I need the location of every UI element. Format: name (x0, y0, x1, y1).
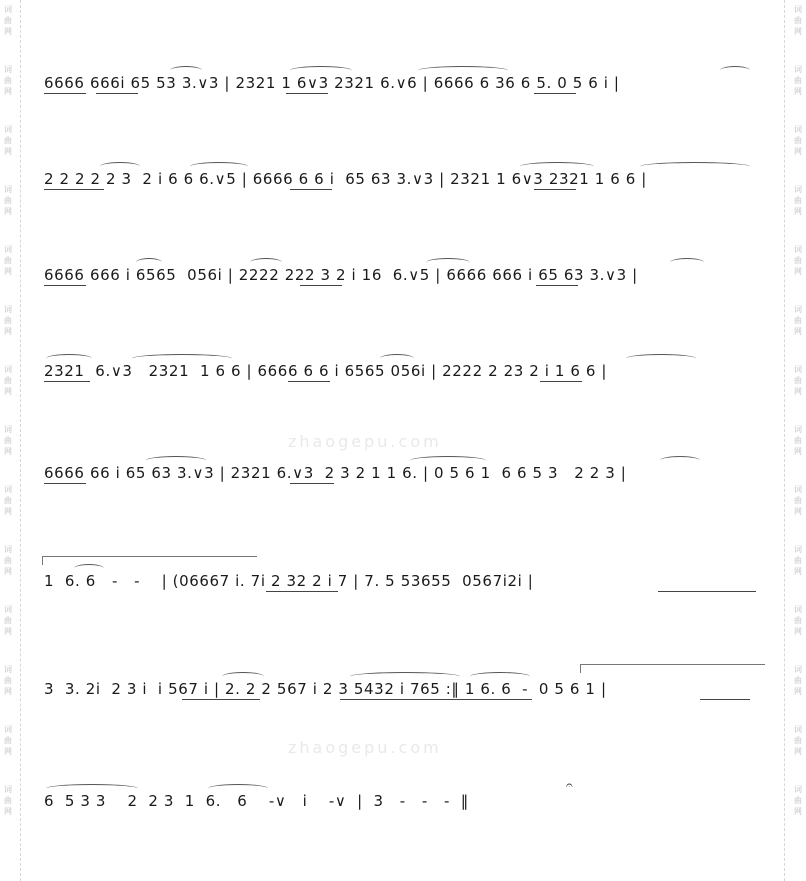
beam (288, 381, 330, 382)
volta-bracket (42, 556, 257, 565)
watermark-char: 曲 (794, 556, 802, 565)
score-row (40, 776, 768, 816)
volta-bracket (580, 664, 765, 673)
watermark-char: 词 (4, 725, 12, 734)
watermark-char: 词 (4, 185, 12, 194)
beam (290, 483, 334, 484)
watermark-char: 词 (4, 125, 12, 134)
watermark-char: 词 (794, 305, 802, 314)
watermark-char: 曲 (794, 796, 802, 805)
slur (74, 564, 104, 573)
beam (44, 381, 90, 382)
beam (44, 189, 104, 190)
slur (190, 162, 248, 171)
watermark-char: 词 (794, 245, 802, 254)
watermark-char: 词 (794, 785, 802, 794)
watermark-char: 网 (794, 747, 802, 756)
watermark-char: 网 (4, 87, 12, 96)
slur (46, 354, 92, 363)
watermark-char: 网 (794, 447, 802, 456)
watermark-char: 曲 (4, 616, 12, 625)
watermark-char: 网 (4, 327, 12, 336)
watermark-char: 曲 (794, 436, 802, 445)
beam (44, 93, 86, 94)
slur (222, 672, 264, 681)
watermark-char: 曲 (794, 676, 802, 685)
site-watermark: zhaogepu.com (288, 738, 442, 757)
watermark-char: 网 (794, 507, 802, 516)
watermark-char: 网 (4, 807, 12, 816)
watermark-char: 曲 (794, 736, 802, 745)
watermark-char: 词 (794, 725, 802, 734)
watermark-char: 曲 (794, 76, 802, 85)
watermark-char: 曲 (4, 136, 12, 145)
watermark-char: 词 (794, 545, 802, 554)
watermark-char: 曲 (4, 676, 12, 685)
watermark-char: 曲 (4, 76, 12, 85)
watermark-char: 词 (794, 485, 802, 494)
slur (208, 784, 268, 793)
slur (350, 672, 460, 681)
beam (44, 483, 86, 484)
slur (46, 784, 138, 793)
beam (96, 93, 138, 94)
beam (534, 189, 576, 190)
score-row-notes: 6666 66 i 65 63 3.∨3 | 2321 6.∨3 2 3 2 1 1 6. | 0 5 6 1 6 6 5 3 2 2 3 | (44, 464, 627, 482)
watermark-char: 词 (4, 425, 12, 434)
watermark-char: 网 (794, 27, 802, 36)
watermark-char: 网 (794, 87, 802, 96)
slur (100, 162, 140, 171)
watermark-char: 曲 (4, 736, 12, 745)
watermark-char: 网 (794, 207, 802, 216)
watermark-char: 曲 (4, 556, 12, 565)
watermark-char: 曲 (4, 256, 12, 265)
score-row-notes: 6 5 3 3 2 2 3 1 6. 6 -∨ i -∨ | 3 - - - ‖ (44, 792, 469, 810)
score-row-notes: 6666 666 i 6565 056i | 2222 222 3 2 i 16 6.∨5 | 6666 666 i 65 63 3.∨3 | (44, 266, 638, 284)
watermark-char: 曲 (4, 496, 12, 505)
beam (540, 381, 582, 382)
beam (700, 699, 750, 700)
watermark-char: 词 (4, 5, 12, 14)
watermark-char: 词 (4, 605, 12, 614)
watermark-char: 网 (4, 567, 12, 576)
slur (146, 456, 206, 465)
score-row-notes: 3 3. 2i 2 3 i i 567 i | 2. 2 2 567 i 2 3 5432 i 765 :‖ 1 6. 6 - 0 5 6 1 | (44, 680, 607, 698)
watermark-char: 网 (4, 447, 12, 456)
slur (136, 258, 162, 267)
score-row-notes: 1 6. 6 - - | (06667 i. 7i 2 32 2 i 7 | 7. 5 53655 0567i2i | (44, 572, 534, 590)
watermark-char: 曲 (794, 256, 802, 265)
watermark-char: 词 (794, 425, 802, 434)
slur (250, 258, 282, 267)
watermark-char: 网 (4, 147, 12, 156)
slur (132, 354, 232, 363)
watermark-char: 曲 (4, 316, 12, 325)
watermark-char: 网 (794, 387, 802, 396)
watermark-char: 网 (4, 387, 12, 396)
watermark-char: 网 (4, 267, 12, 276)
slur (670, 258, 704, 267)
beam (340, 699, 532, 700)
watermark-char: 曲 (794, 616, 802, 625)
beam (266, 591, 338, 592)
watermark-char: 曲 (4, 376, 12, 385)
watermark-char: 曲 (794, 136, 802, 145)
score-row (40, 664, 768, 704)
watermark-char: 网 (4, 747, 12, 756)
slur (418, 66, 508, 75)
slur (626, 354, 696, 363)
watermark-char: 曲 (4, 16, 12, 25)
watermark-char: 网 (794, 147, 802, 156)
watermark-char: 曲 (794, 316, 802, 325)
watermark-char: 曲 (794, 16, 802, 25)
watermark-char: 词 (4, 485, 12, 494)
watermark-char: 网 (4, 207, 12, 216)
watermark-char: 词 (794, 5, 802, 14)
watermark-char: 词 (4, 305, 12, 314)
watermark-char: 词 (794, 65, 802, 74)
slur (640, 162, 750, 171)
slur (426, 258, 470, 267)
watermark-char: 网 (794, 567, 802, 576)
watermark-char: 网 (4, 627, 12, 636)
watermark-char: 网 (794, 327, 802, 336)
beam (286, 93, 328, 94)
watermark-char: 曲 (4, 196, 12, 205)
beam (536, 285, 578, 286)
watermark-char: 网 (794, 627, 802, 636)
score-row-notes: 6666 666i 65 53 3.∨3 | 2321 1 6∨3 2321 6.∨6 | 6666 6 36 6 5. 0 5 6 i | (44, 74, 620, 92)
beam (290, 189, 332, 190)
score-row (40, 448, 768, 488)
slur (660, 456, 700, 465)
watermark-char: 网 (4, 687, 12, 696)
score-row (40, 58, 768, 98)
watermark-char: 词 (4, 545, 12, 554)
slur (290, 66, 352, 75)
watermark-char: 词 (4, 245, 12, 254)
watermark-char: 曲 (4, 436, 12, 445)
watermark-char: 网 (794, 807, 802, 816)
watermark-char: 词 (794, 365, 802, 374)
fermata-icon: 𝄐 (566, 778, 573, 792)
watermark-char: 曲 (794, 376, 802, 385)
score-row-notes: 2 2 2 2 2 3 2 i 6 6 6.∨5 | 6666 6 6 i 65 63 3.∨3 | 2321 1 6∨3 2321 1 6 6 | (44, 170, 647, 188)
score-row (40, 250, 768, 290)
watermark-char: 词 (4, 785, 12, 794)
score-row (40, 154, 768, 194)
watermark-char: 词 (4, 665, 12, 674)
watermark-char: 词 (794, 605, 802, 614)
slur (380, 354, 414, 363)
watermark-char: 曲 (4, 796, 12, 805)
watermark-char: 词 (4, 65, 12, 74)
watermark-char: 网 (794, 267, 802, 276)
site-watermark: zhaogepu.com (288, 432, 442, 451)
watermark-char: 网 (4, 27, 12, 36)
score-row (40, 556, 768, 596)
beam (182, 699, 260, 700)
score-row-notes: 2321 6.∨3 2321 1 6 6 | 6666 6 6 i 6565 056i | 2222 2 23 2 i 1 6 6 | (44, 362, 608, 380)
watermark-char: 曲 (794, 496, 802, 505)
watermark-char: 曲 (794, 196, 802, 205)
slur (520, 162, 594, 171)
slur (720, 66, 750, 75)
slur (470, 672, 530, 681)
watermark-char: 网 (4, 507, 12, 516)
beam (534, 93, 576, 94)
slur (410, 456, 486, 465)
watermark-char: 词 (794, 665, 802, 674)
beam (44, 285, 86, 286)
watermark-char: 词 (4, 365, 12, 374)
watermark-char: 词 (794, 185, 802, 194)
slur (170, 66, 202, 75)
beam (300, 285, 342, 286)
score-row (40, 346, 768, 386)
beam (658, 591, 756, 592)
watermark-char: 网 (794, 687, 802, 696)
watermark-char: 词 (794, 125, 802, 134)
